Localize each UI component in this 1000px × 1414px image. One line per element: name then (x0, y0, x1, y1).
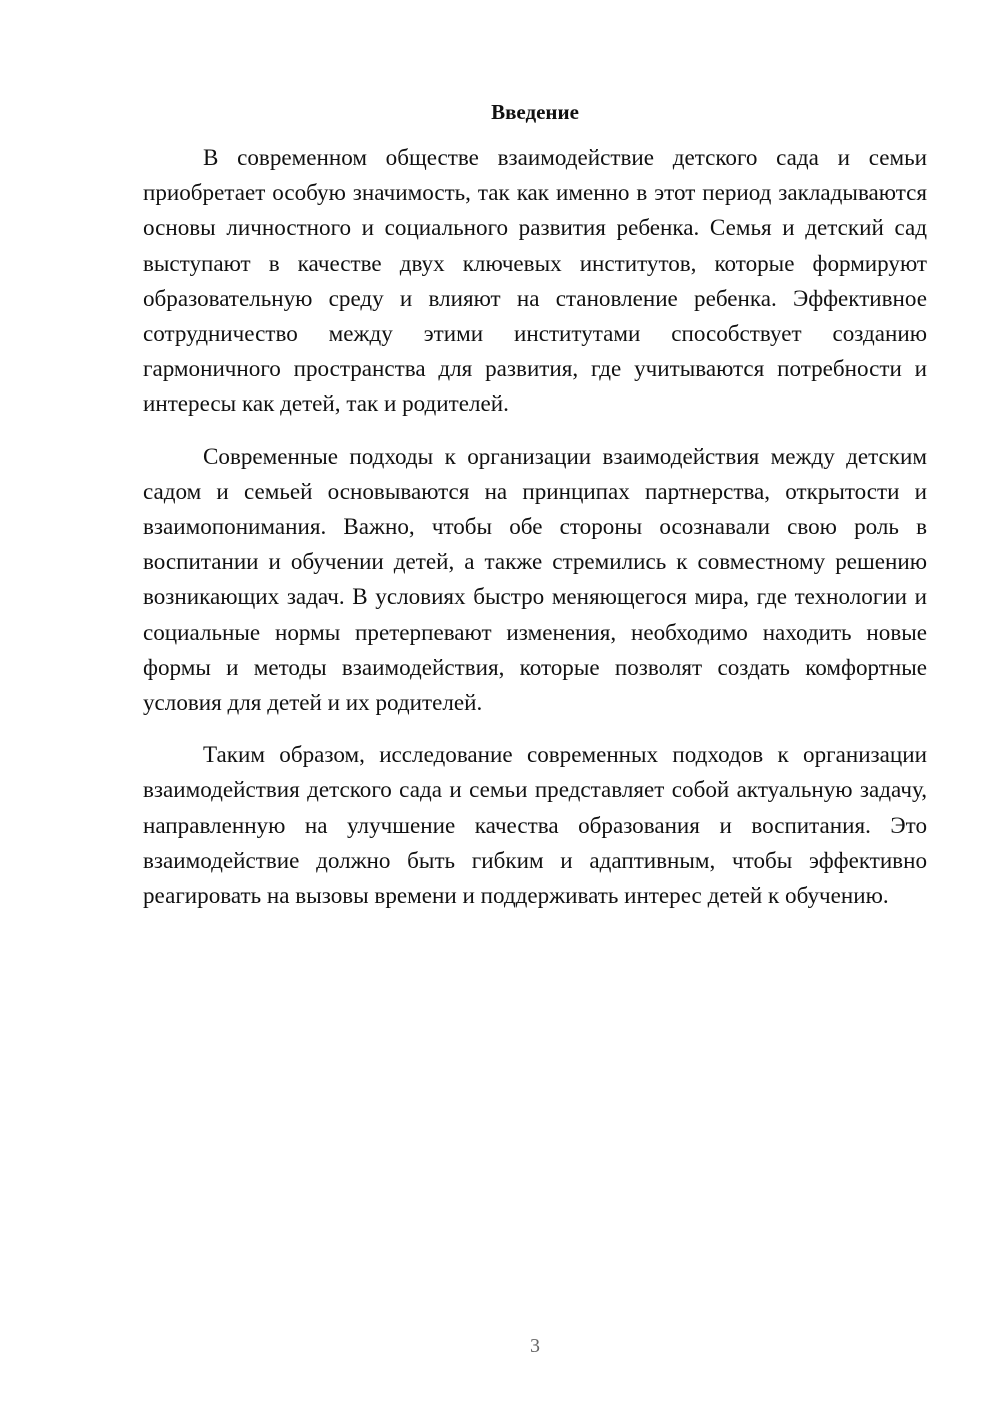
paragraph-3: Таким образом, исследование современных подходов к организации взаимодействия детского сада и семьи представляет собой актуальную задачу, направленную на улучшение качества образования и воспитания. Это взаимодействие должно быть гибким и адаптивным, чтобы эффективно реагировать на вызовы времени и поддерживать интерес детей к обучению. (143, 741, 927, 909)
paragraph-2: Современные подходы к организации взаимодействия между детским садом и семьей основываются на принципах партнерства, открытости и взаимопонимания. Важно, чтобы обе стороны осознавали свою роль в воспитании и обучении детей, а также стремились к совместному решению возникающих задач. В условиях быстро меняющегося мира, где технологии и социальные нормы претерпевают изменения, необходимо находить новые формы и методы взаимодействия, которые позволят создать комфортные условия для детей и их родителей. (143, 442, 927, 716)
page-title: Введение (491, 100, 579, 124)
document-body (143, 140, 927, 913)
page-number: 3 (530, 1335, 540, 1357)
paragraph-1: В современном обществе взаимодействие детского сада и семьи приобретает особую значимость, так как именно в этот период закладываются основы личностного и социального развития ребенка. Семья и детский сад выступают в качестве двух ключевых институтов, которые формируют образовательную среду и влияют на становление ребенка. Эффективное сотрудничество между этими институтами способствует созданию гармоничного пространства для развития, где учитываются потребности и интересы как детей, так и родителей. (143, 144, 927, 417)
